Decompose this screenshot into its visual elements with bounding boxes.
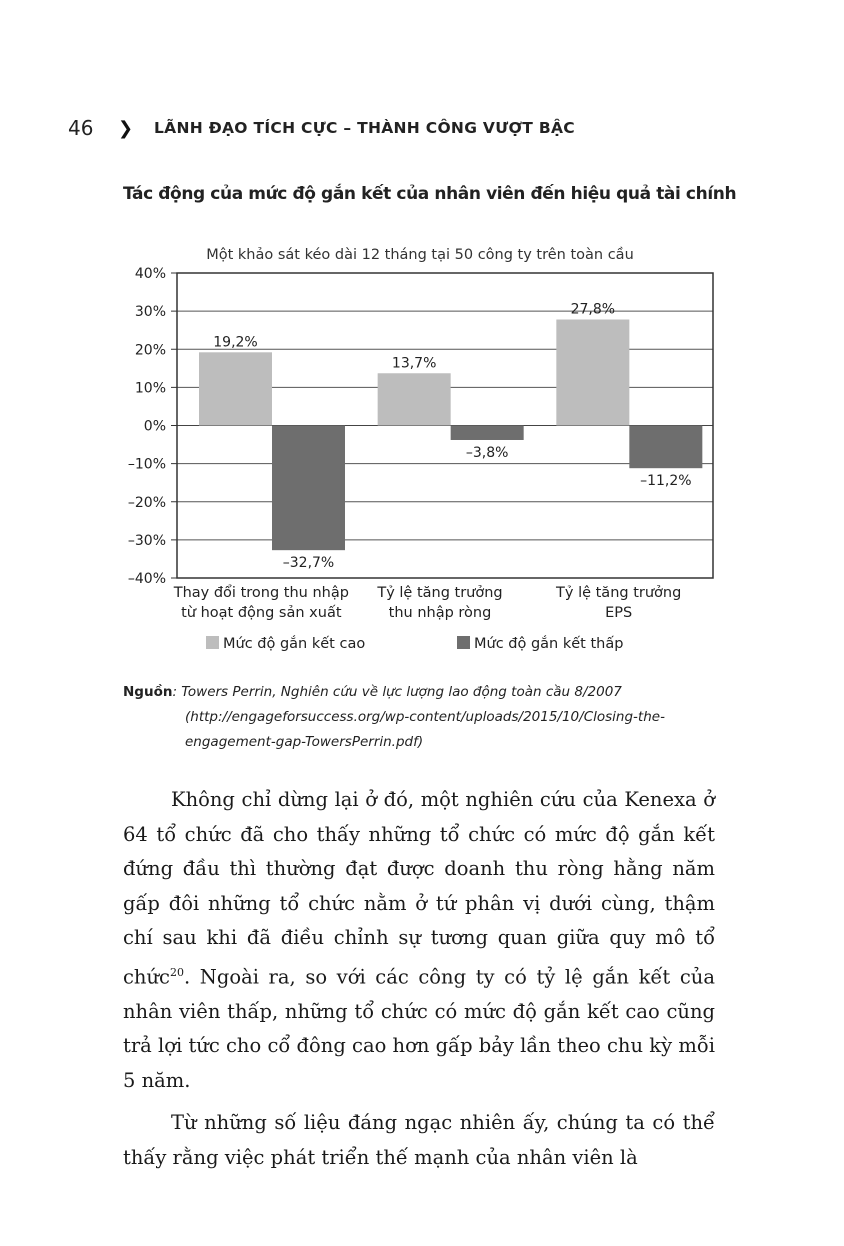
bar-high: [556, 320, 629, 426]
y-tick-label: –20%: [127, 494, 166, 511]
paragraph-2: Từ những số liệu đáng ngạc nhiên ấy, chúng ta có thể thấy rằng việc phát triển thế mạnh của nhân viên là: [123, 1111, 715, 1169]
paragraph-1-end: . Ngoài ra, so với các công ty có tỷ lệ gắn kết của nhân viên thấp, những tổ chức có mức độ gắn kết cao cũng trả lợi tức cho cổ đông cao hơn gấp bảy lần theo chu kỳ mỗi 5 năm.: [123, 965, 715, 1092]
y-tick-label: –10%: [127, 456, 166, 473]
figure-title: Tác động của mức độ gắn kết của nhân viên đến hiệu quả tài chính: [123, 184, 737, 204]
body-text: [123, 783, 715, 1183]
legend-swatch: [206, 636, 219, 649]
data-label: 19,2%: [213, 334, 258, 351]
x-category-label: Tỷ lệ tăng trưởng: [377, 585, 503, 601]
chevron-right-icon: ❯: [118, 117, 134, 139]
source-line-2: (http://engageforsuccess.org/wp-content/uploads/2015/10/Closing-the-: [185, 709, 665, 725]
source-line-1: : Towers Perrin, Nghiên cứu về lực lượng lao động toàn cầu 8/2007: [172, 684, 622, 700]
y-tick-label: 40%: [134, 266, 166, 282]
source-line-3: engagement-gap-TowersPerrin.pdf): [185, 734, 424, 750]
legend-label: Mức độ gắn kết cao: [223, 636, 366, 652]
x-category-label: thu nhập ròng: [388, 605, 492, 621]
legend-label: Mức độ gắn kết thấp: [474, 636, 624, 652]
y-tick-label: 20%: [134, 342, 166, 359]
data-label: 13,7%: [391, 355, 437, 372]
data-label: –32,7%: [282, 555, 335, 572]
x-category-label: EPS: [605, 605, 633, 621]
y-tick-label: 10%: [134, 380, 166, 397]
source-label: Nguồn: [123, 684, 173, 700]
x-category-label: từ hoạt động sản xuất: [181, 605, 342, 621]
paragraph-1: [123, 783, 715, 1098]
data-label: –3,8%: [465, 444, 509, 461]
y-tick-label: –40%: [127, 571, 166, 587]
data-label: –11,2%: [640, 473, 692, 490]
bar-low: [629, 426, 702, 469]
figure-source: [123, 680, 723, 755]
x-category-label: Tỷ lệ tăng trưởng: [556, 585, 682, 601]
legend-swatch: [457, 636, 470, 649]
y-tick-label: 0%: [143, 418, 166, 435]
footnote-ref: 20: [169, 965, 184, 979]
running-title: LÃNH ĐẠO TÍCH CỰC – THÀNH CÔNG VƯỢT BẬC: [154, 119, 575, 137]
bar-low: [272, 426, 345, 551]
paragraph-1-text: Không chỉ dừng lại ở đó, một nghiên cứu của Kenexa ở 64 tổ chức đã cho thấy những tổ chức có mức độ gắn kết đứng đầu thì thường đạt được doanh thu ròng hằng năm gấp đôi những tổ chức nằm ở tứ phân vị dưới cùng, thậm chí sau khi đã điều chỉnh sự tương quan giữa quy mô tổ chức: [123, 788, 715, 988]
chart-subtitle: Một khảo sát kéo dài 12 tháng tại 50 công ty trên toàn cầu: [206, 247, 634, 263]
y-tick-label: 30%: [134, 304, 166, 321]
bar-high: [199, 352, 272, 425]
x-category-label: Thay đổi trong thu nhập: [173, 585, 349, 601]
data-label: 27,8%: [570, 301, 616, 318]
bar-high: [378, 373, 451, 425]
y-tick-label: –30%: [127, 532, 166, 549]
bar-low: [451, 426, 524, 440]
page-number: 46: [68, 116, 94, 140]
